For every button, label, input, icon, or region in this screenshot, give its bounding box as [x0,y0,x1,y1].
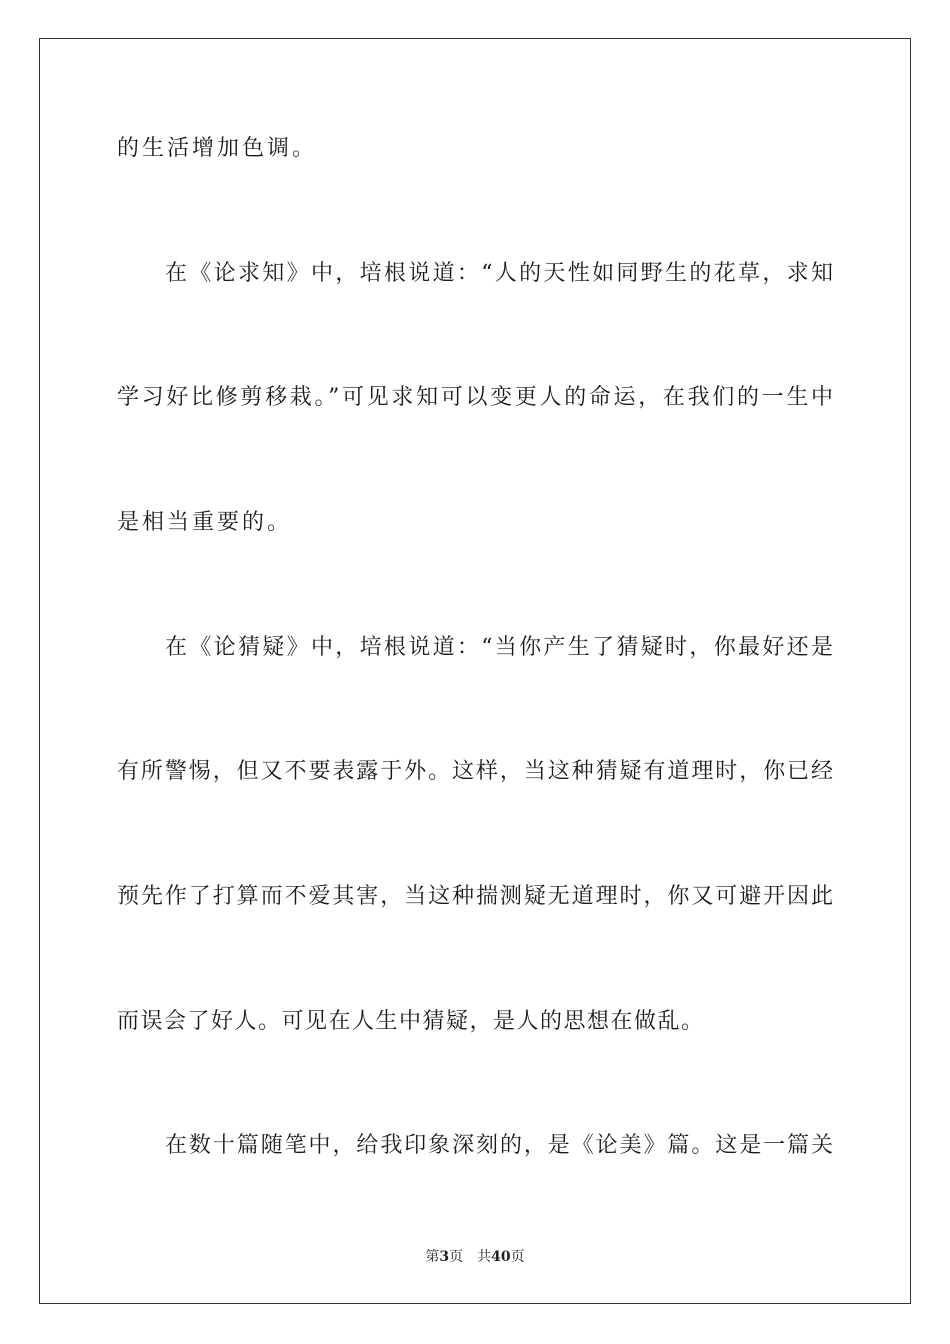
paragraph-line: 在《论求知》中，培根说道：“人的天性如同野生的花草，求知 [165,261,833,286]
total-suffix: 页 [510,1249,525,1265]
paragraph-line: 是相当重要的。 [117,510,293,535]
page-footer [0,1248,950,1266]
paragraph-line: 学习好比修剪移栽。”可见求知可以变更人的命运，在我们的一生中 [117,385,833,410]
total-pages: 40 [491,1249,511,1265]
page-prefix: 第 [425,1249,440,1265]
paragraph-line: 在数十篇随笔中，给我印象深刻的，是《论美》篇。这是一篇关 [165,1133,833,1158]
paragraph-line: 而误会了好人。可见在人生中猜疑，是人的思想在做乱。 [117,1009,705,1034]
page-number: 3 [439,1249,450,1265]
paragraph-line: 有所警惕，但又不要表露于外。这样，当这种猜疑有道理时，你已经 [117,759,833,784]
page-border [39,38,911,1304]
paragraph-line: 预先作了打算而不爱其害，当这种揣测疑无道理时，你又可避开因此 [117,884,833,909]
paragraph-line: 的生活增加色调。 [117,136,318,161]
paragraph-line: 在《论猜疑》中，培根说道：“当你产生了猜疑时，你最好还是 [165,635,833,660]
page-suffix: 页 [449,1249,464,1265]
total-prefix: 共 [477,1249,492,1265]
